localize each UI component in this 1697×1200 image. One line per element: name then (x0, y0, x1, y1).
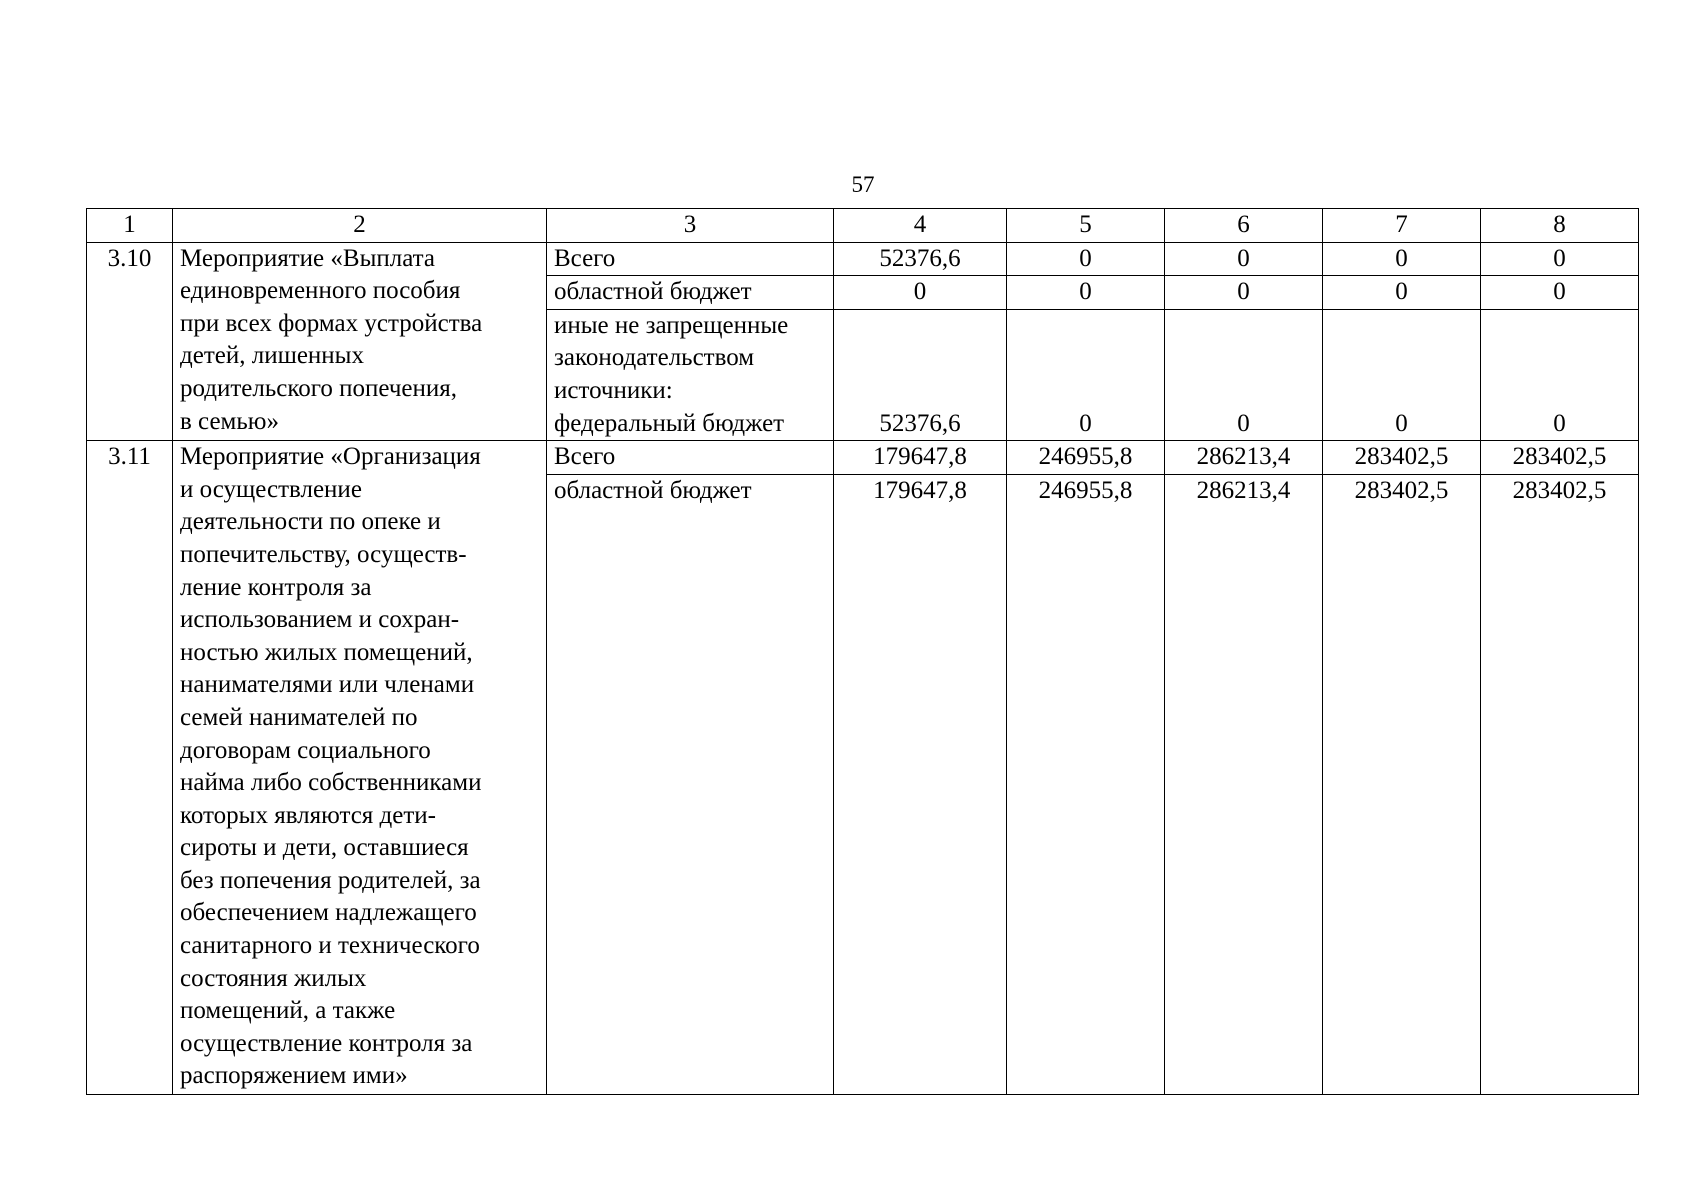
value-cell: 0 (1007, 242, 1165, 276)
header-col-4: 4 (834, 209, 1007, 243)
event-line: санитарного и технического (180, 932, 480, 960)
value-cell: 0 (1323, 276, 1481, 310)
value-cell: 52376,6 (834, 309, 1007, 440)
event-line: найма либо собственниками (180, 769, 482, 797)
row-id: 3.11 (87, 441, 173, 1095)
header-col-2: 2 (173, 209, 547, 243)
table-row (87, 441, 1639, 475)
event-line: деятельности по опеке и (180, 508, 441, 536)
value-cell: 0 (1323, 309, 1481, 440)
value-cell: 0 (1481, 242, 1639, 276)
value-cell: 283402,5 (1481, 474, 1639, 1094)
header-col-1: 1 (87, 209, 173, 243)
value-cell: 52376,6 (834, 242, 1007, 276)
value-cell: 0 (1007, 276, 1165, 310)
value-cell: 0 (1007, 309, 1165, 440)
source-label-line: федеральный бюджет (554, 409, 785, 437)
source-label: областной бюджет (547, 276, 834, 310)
event-line: попечительству, осуществ- (180, 540, 467, 568)
table-row (87, 242, 1639, 276)
value-cell: 0 (1165, 309, 1323, 440)
event-line: в семью» (180, 407, 279, 435)
event-line: состояния жилых (180, 964, 367, 992)
event-line: ностью жилых помещений, (180, 638, 473, 666)
header-row (87, 209, 1639, 243)
value-cell: 283402,5 (1481, 441, 1639, 475)
event-line: семей нанимателей по (180, 703, 418, 731)
event-line: нанимателями или членами (180, 671, 475, 699)
value-cell: 179647,8 (834, 474, 1007, 1094)
value-cell: 286213,4 (1165, 441, 1323, 475)
value-cell: 246955,8 (1007, 441, 1165, 475)
value-cell: 0 (1481, 309, 1639, 440)
event-line: договорам социального (180, 736, 431, 764)
event-line: родительского попечения, (180, 374, 458, 402)
event-line: единовременного пособия (180, 277, 461, 305)
value-cell: 0 (1165, 242, 1323, 276)
event-line: и осуществление (180, 475, 362, 503)
value-cell: 0 (834, 276, 1007, 310)
header-col-8: 8 (1481, 209, 1639, 243)
value-cell: 283402,5 (1323, 474, 1481, 1094)
header-col-6: 6 (1165, 209, 1323, 243)
source-label (547, 309, 834, 440)
event-line: без попечения родителей, за (180, 866, 481, 894)
source-label-line: источники: (554, 376, 673, 404)
event-line: Мероприятие «Организация (180, 443, 481, 471)
event-description (173, 242, 547, 441)
source-label: Всего (547, 441, 834, 475)
source-label-line: иные не запрещенные (554, 311, 789, 339)
header-col-3: 3 (547, 209, 834, 243)
header-col-5: 5 (1007, 209, 1165, 243)
event-line: обеспечением надлежащего (180, 899, 477, 927)
event-line: детей, лишенных (180, 342, 364, 370)
event-description (173, 441, 547, 1095)
event-line: ление контроля за (180, 573, 372, 601)
source-label: областной бюджет (547, 474, 834, 1094)
value-cell: 0 (1481, 276, 1639, 310)
event-line: помещений, а также (180, 997, 396, 1025)
value-cell: 246955,8 (1007, 474, 1165, 1094)
value-cell: 286213,4 (1165, 474, 1323, 1094)
event-line: Мероприятие «Выплата (180, 244, 436, 272)
source-label: Всего (547, 242, 834, 276)
event-line: использованием и сохран- (180, 606, 460, 634)
event-line: распоряжением ими» (180, 1062, 408, 1090)
value-cell: 179647,8 (834, 441, 1007, 475)
row-id: 3.10 (87, 242, 173, 441)
value-cell: 283402,5 (1323, 441, 1481, 475)
budget-table (86, 208, 1639, 1095)
event-line: сироты и дети, оставшиеся (180, 834, 469, 862)
source-label-line: законодательством (554, 344, 755, 372)
event-line: которых являются дети- (180, 801, 437, 829)
value-cell: 0 (1165, 276, 1323, 310)
event-line: при всех формах устройства (180, 309, 483, 337)
event-line: осуществление контроля за (180, 1029, 473, 1057)
header-col-7: 7 (1323, 209, 1481, 243)
value-cell: 0 (1323, 242, 1481, 276)
page-number: 57 (851, 172, 875, 197)
